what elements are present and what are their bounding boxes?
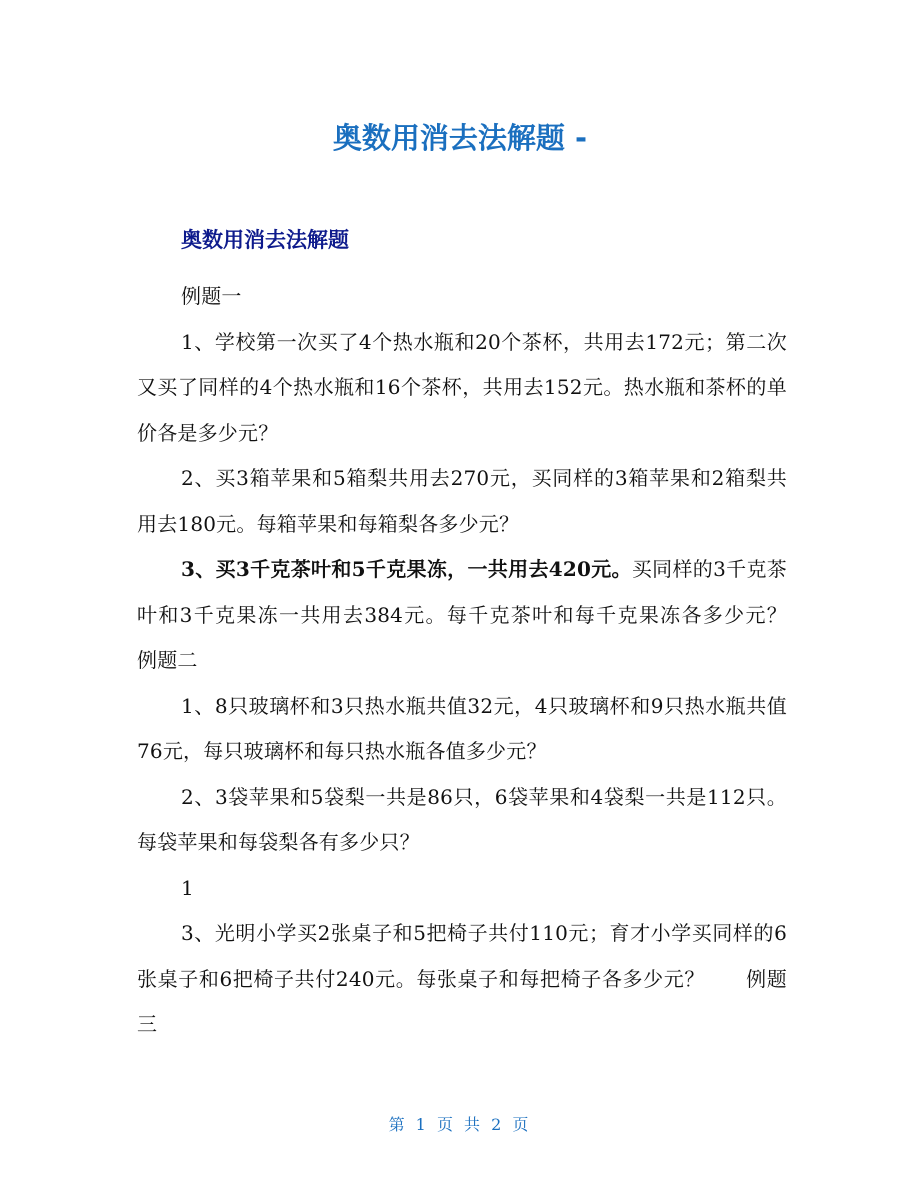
section-heading: 奥数用消去法解题 [181, 228, 349, 252]
paragraph-problem-2-3: 3、光明小学买2张桌子和5把椅子共付110元；育才小学买同样的6张桌子和6把椅子共付240元。每张桌子和每把椅子各多少元？ 例题三 [137, 921, 787, 1036]
paragraph-rest: 买同样的3千克茶叶和3千克果冻一共用去384元。每千克茶叶和每千克果冻各多少元？ 例题二 [137, 557, 828, 672]
paragraph-problem-2-2: 2、3袋苹果和5袋梨一共是86只，6袋苹果和4袋梨一共是112只。每袋苹果和每袋梨各有多少只？ [137, 784, 787, 854]
paragraph-example-1-label: 例题一 [181, 284, 242, 308]
document-body [137, 274, 828, 1048]
page-footer: 第 1 页 共 2 页 [388, 1115, 532, 1134]
paragraph-problem-1-1: 1、学校第一次买了4个热水瓶和20个茶杯，共用去172元；第二次又买了同样的4个热水瓶和16个茶杯，共用去152元。热水瓶和茶杯的单价各是多少元？ [137, 329, 787, 445]
inline-page-marker: 1 [181, 875, 194, 900]
paragraph-problem-2-1: 1、8只玻璃杯和3只热水瓶共值32元，4只玻璃杯和9只热水瓶共值76元，每只玻璃杯和每只热水瓶各值多少元？ [137, 693, 787, 763]
paragraph-problem-1-2: 2、买3箱苹果和5箱梨共用去270元，买同样的3箱苹果和2箱梨共用去180元。每箱苹果和每箱梨各多少元？ [137, 466, 787, 536]
document-title: 奥数用消去法解题 - [332, 121, 588, 155]
paragraph-problem-1-3 [137, 547, 828, 684]
paragraph-bold-lead: 3、买3千克茶叶和5千克果冻，一共用去420元。 [181, 557, 632, 581]
